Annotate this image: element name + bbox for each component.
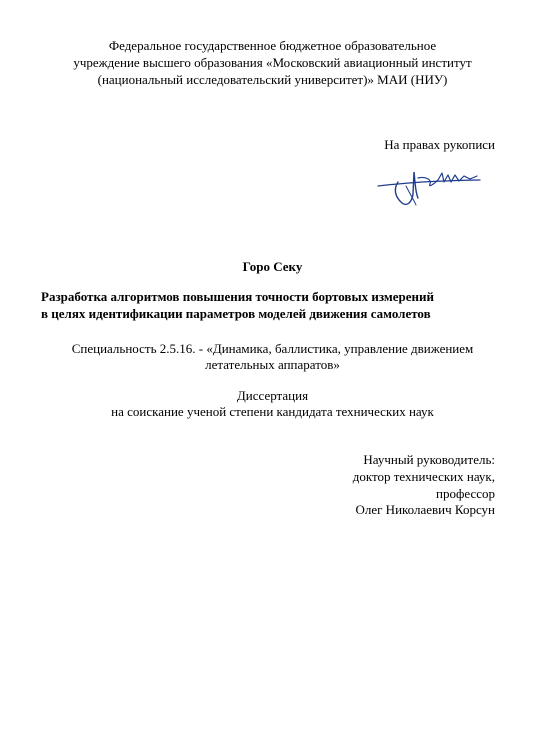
organization-line-2: учреждение высшего образования «Московский авиационный институт [73,55,472,70]
specialty-line-1: Специальность 2.5.16. - «Динамика, баллистика, управление движением [71,341,474,356]
supervisor-label: Научный руководитель: [363,452,495,467]
degree-line: на соискание ученой степени кандидата технических наук [111,404,434,419]
signature-icon [376,168,486,210]
supervisor-name: Олег Николаевич Корсун [355,502,495,517]
dissertation-type: Диссертация [236,388,309,403]
organization-line-3: (национальный исследовательский университет)» МАИ (НИУ) [97,72,448,87]
organization-line-1: Федеральное государственное бюджетное образовательное [108,38,437,53]
specialty-line-2: летательных аппаратов» [205,357,340,372]
supervisor-degree: доктор технических наук, [352,469,495,484]
author-name: Горо Секу [242,259,303,274]
manuscript-note: На правах рукописи [384,137,495,152]
dissertation-title-line-1: Разработка алгоритмов повышения точности бортовых измерений [41,289,434,304]
dissertation-title-line-2: в целях идентификации параметров моделей движения самолетов [41,306,431,321]
supervisor-title: профессор [435,486,495,501]
